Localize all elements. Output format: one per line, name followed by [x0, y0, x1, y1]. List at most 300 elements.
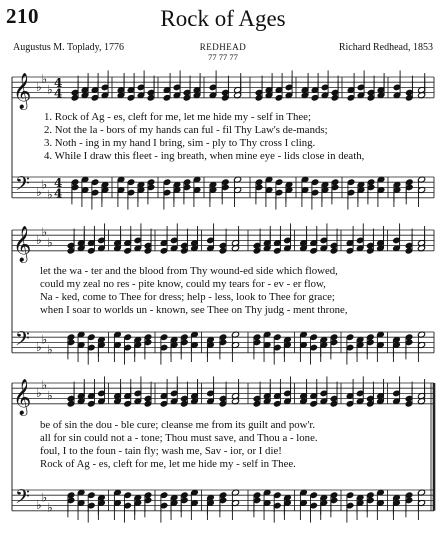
quarter-note — [170, 499, 178, 506]
quarter-note — [117, 86, 125, 93]
quarter-note — [405, 94, 413, 101]
lyric-line: 1. Rock of Ag - es, cleft for me, let me hide my - self in Thee; — [44, 111, 311, 123]
treble-clef-icon: 𝄞 — [13, 72, 32, 109]
quarter-note — [356, 390, 364, 397]
quarter-note — [180, 339, 188, 346]
quarter-note — [320, 390, 328, 397]
quarter-note — [392, 499, 400, 506]
quarter-note — [283, 499, 291, 506]
quarter-note — [117, 92, 125, 99]
quarter-note — [127, 94, 135, 101]
quarter-note — [285, 181, 293, 188]
quarter-note — [67, 400, 75, 407]
flat-sign-icon: ♭ — [41, 332, 48, 347]
quarter-note — [144, 492, 152, 499]
quarter-note — [273, 392, 281, 399]
quarter-note — [356, 341, 364, 348]
quarter-note — [356, 499, 364, 506]
lyric-line: let the wa - ter and the blood from Thy wound-ed side which flowed, — [40, 265, 338, 277]
quarter-note — [356, 336, 364, 343]
time-signature: 4 — [54, 175, 63, 190]
quarter-note — [137, 186, 145, 193]
quarter-note — [170, 390, 178, 397]
quarter-note — [255, 89, 263, 96]
quarter-note — [393, 181, 401, 188]
quarter-note — [124, 502, 132, 509]
half-note — [231, 239, 239, 246]
quarter-note — [347, 179, 355, 186]
quarter-note — [299, 239, 307, 246]
quarter-note — [253, 497, 261, 504]
quarter-note — [137, 92, 145, 99]
quarter-note — [206, 499, 214, 506]
quarter-note — [366, 497, 374, 504]
quarter-note — [117, 186, 125, 193]
quarter-note — [190, 239, 198, 246]
quarter-note — [311, 94, 319, 101]
quarter-note — [330, 339, 338, 346]
quarter-note — [160, 344, 168, 351]
quarter-note — [320, 245, 328, 252]
quarter-note — [124, 392, 132, 399]
quarter-note — [124, 344, 132, 351]
quarter-note — [310, 392, 318, 399]
quarter-note — [97, 237, 105, 244]
quarter-note — [147, 184, 155, 191]
quarter-note — [147, 94, 155, 101]
quarter-note — [173, 181, 181, 188]
lyric-line: when I soar to worlds un - known, see Thee on Thy judg - ment throne, — [40, 304, 348, 316]
quarter-note — [160, 334, 168, 341]
quarter-note — [163, 86, 171, 93]
quarter-note — [173, 92, 181, 99]
quarter-note — [206, 245, 214, 252]
quarter-note — [221, 179, 229, 186]
flat-sign-icon: ♭ — [41, 72, 48, 87]
quarter-note — [299, 499, 307, 506]
quarter-note — [170, 341, 178, 348]
quarter-note — [263, 499, 271, 506]
quarter-note — [376, 398, 384, 405]
tune-name: REDHEAD — [199, 42, 247, 52]
quarter-note — [299, 392, 307, 399]
quarter-note — [160, 400, 168, 407]
quarter-note — [405, 400, 413, 407]
quarter-note — [320, 341, 328, 348]
quarter-note — [144, 247, 152, 254]
quarter-note — [275, 179, 283, 186]
quarter-note — [301, 186, 309, 193]
quarter-note — [190, 245, 198, 252]
quarter-note — [113, 331, 121, 338]
quarter-note — [97, 499, 105, 506]
quarter-note — [405, 89, 413, 96]
quarter-note — [183, 179, 191, 186]
quarter-note — [265, 186, 273, 193]
quarter-note — [87, 239, 95, 246]
quarter-note — [67, 242, 75, 249]
quarter-note — [321, 186, 329, 193]
half-note — [418, 176, 426, 183]
quarter-note — [285, 186, 293, 193]
lyric-line: 2. Not the la - bors of my hands can ful - fil Thy Law's de-mands; — [44, 124, 328, 136]
quarter-note — [263, 331, 271, 338]
quarter-note — [160, 247, 168, 254]
quarter-note — [331, 184, 339, 191]
quarter-note — [134, 341, 142, 348]
quarter-note — [310, 247, 318, 254]
quarter-note — [219, 339, 227, 346]
quarter-note — [392, 237, 400, 244]
quarter-note — [321, 92, 329, 99]
quarter-note — [180, 395, 188, 402]
quarter-note — [209, 92, 217, 99]
quarter-note — [310, 400, 318, 407]
quarter-note — [263, 239, 271, 246]
quarter-note — [255, 94, 263, 101]
quarter-note — [113, 239, 121, 246]
quarter-note — [219, 497, 227, 504]
quarter-note — [183, 89, 191, 96]
quarter-note — [253, 400, 261, 407]
quarter-note — [320, 499, 328, 506]
quarter-note — [273, 247, 281, 254]
quarter-note — [180, 497, 188, 504]
quarter-note — [81, 176, 89, 183]
quarter-note — [392, 390, 400, 397]
quarter-note — [190, 392, 198, 399]
quarter-note — [113, 341, 121, 348]
quarter-note — [376, 245, 384, 252]
quarter-note — [311, 86, 319, 93]
quarter-note — [190, 331, 198, 338]
quarter-note — [357, 84, 365, 91]
quarter-note — [97, 390, 105, 397]
half-note — [417, 331, 425, 338]
quarter-note — [405, 339, 413, 346]
quarter-note — [134, 499, 142, 506]
quarter-note — [265, 92, 273, 99]
quarter-note — [283, 341, 291, 348]
quarter-note — [180, 492, 188, 499]
bass-clef-icon: 𝄢 — [15, 328, 30, 355]
quarter-note — [376, 331, 384, 338]
quarter-note — [299, 489, 307, 496]
quarter-note — [97, 494, 105, 501]
quarter-note — [356, 237, 364, 244]
quarter-note — [253, 247, 261, 254]
quarter-note — [392, 245, 400, 252]
quarter-note — [366, 242, 374, 249]
bass-clef-icon: 𝄢 — [15, 486, 30, 513]
half-note — [417, 239, 425, 246]
quarter-note — [377, 176, 385, 183]
half-note — [417, 499, 425, 506]
quarter-note — [405, 395, 413, 402]
quarter-note — [67, 492, 75, 499]
quarter-note — [221, 184, 229, 191]
quarter-note — [330, 400, 338, 407]
quarter-note — [367, 184, 375, 191]
quarter-note — [263, 489, 271, 496]
lyric-line: Rock of Ag - es, cleft for me, let me hide my - self in Thee. — [40, 458, 296, 470]
quarter-note — [301, 176, 309, 183]
quarter-note — [124, 247, 132, 254]
quarter-note — [405, 184, 413, 191]
quarter-note — [255, 179, 263, 186]
quarter-note — [170, 494, 178, 501]
flat-sign-icon: ♭ — [47, 388, 53, 403]
quarter-note — [219, 400, 227, 407]
quarter-note — [190, 398, 198, 405]
quarter-note — [330, 492, 338, 499]
quarter-note — [127, 86, 135, 93]
quarter-note — [366, 334, 374, 341]
quarter-note — [283, 494, 291, 501]
quarter-note — [124, 400, 132, 407]
quarter-note — [356, 245, 364, 252]
quarter-note — [273, 344, 281, 351]
quarter-note — [310, 334, 318, 341]
quarter-note — [163, 94, 171, 101]
quarter-note — [356, 494, 364, 501]
quarter-note — [321, 84, 329, 91]
quarter-note — [87, 502, 95, 509]
quarter-note — [91, 179, 99, 186]
quarter-note — [392, 494, 400, 501]
flat-sign-icon: ♭ — [36, 232, 42, 247]
quarter-note — [193, 92, 201, 99]
quarter-note — [124, 334, 132, 341]
quarter-note — [87, 334, 95, 341]
quarter-note — [160, 492, 168, 499]
quarter-note — [263, 245, 271, 252]
quarter-note — [366, 247, 374, 254]
quarter-note — [134, 398, 142, 405]
quarter-note — [67, 339, 75, 346]
quarter-note — [376, 499, 384, 506]
quarter-note — [97, 398, 105, 405]
lyricist-credit: Augustus M. Toplady, 1776 — [13, 42, 124, 53]
quarter-note — [77, 499, 85, 506]
quarter-note — [377, 186, 385, 193]
flat-sign-icon: ♭ — [36, 79, 42, 94]
quarter-note — [405, 334, 413, 341]
quarter-note — [206, 336, 214, 343]
quarter-note — [97, 245, 105, 252]
bass-clef-icon: 𝄢 — [15, 173, 30, 200]
quarter-note — [77, 341, 85, 348]
quarter-note — [127, 189, 135, 196]
half-note — [417, 489, 425, 496]
quarter-note — [346, 400, 354, 407]
quarter-note — [253, 339, 261, 346]
quarter-note — [101, 181, 109, 188]
quarter-note — [124, 492, 132, 499]
half-note — [417, 245, 425, 252]
quarter-note — [77, 392, 85, 399]
quarter-note — [163, 179, 171, 186]
flat-sign-icon: ♭ — [41, 225, 48, 240]
half-note — [418, 86, 426, 93]
half-note — [417, 341, 425, 348]
composer-credit: Richard Redhead, 1853 — [338, 42, 433, 53]
quarter-note — [77, 398, 85, 405]
quarter-note — [209, 84, 217, 91]
quarter-note — [144, 242, 152, 249]
quarter-note — [405, 497, 413, 504]
lyric-line: all for sin could not a - tone; Thou must save, and Thou a - lone. — [40, 432, 318, 444]
half-note — [231, 245, 239, 252]
quarter-note — [253, 242, 261, 249]
quarter-note — [283, 245, 291, 252]
flat-sign-icon: ♭ — [47, 342, 53, 357]
quarter-note — [97, 336, 105, 343]
flat-sign-icon: ♭ — [47, 235, 53, 250]
quarter-note — [170, 398, 178, 405]
quarter-note — [170, 336, 178, 343]
quarter-note — [392, 341, 400, 348]
quarter-note — [393, 84, 401, 91]
quarter-note — [101, 92, 109, 99]
quarter-note — [376, 392, 384, 399]
quarter-note — [147, 179, 155, 186]
quarter-note — [71, 89, 79, 96]
quarter-note — [77, 331, 85, 338]
quarter-note — [346, 502, 354, 509]
half-note — [231, 499, 239, 506]
quarter-note — [127, 179, 135, 186]
quarter-note — [206, 494, 214, 501]
quarter-note — [137, 84, 145, 91]
quarter-note — [144, 339, 152, 346]
quarter-note — [331, 179, 339, 186]
quarter-note — [144, 400, 152, 407]
quarter-note — [265, 86, 273, 93]
quarter-note — [320, 494, 328, 501]
quarter-note — [134, 245, 142, 252]
quarter-note — [144, 497, 152, 504]
quarter-note — [275, 86, 283, 93]
quarter-note — [67, 247, 75, 254]
quarter-note — [310, 239, 318, 246]
quarter-note — [180, 242, 188, 249]
time-signature: 4 — [54, 186, 63, 201]
flat-sign-icon: ♭ — [41, 177, 48, 192]
quarter-note — [330, 395, 338, 402]
flat-sign-icon: ♭ — [36, 385, 42, 400]
lyric-line: could my zeal no res - pite know, could my tears for - ev - er flow, — [40, 278, 326, 290]
quarter-note — [91, 189, 99, 196]
quarter-note — [320, 398, 328, 405]
quarter-note — [147, 89, 155, 96]
quarter-note — [310, 344, 318, 351]
quarter-note — [405, 179, 413, 186]
quarter-note — [113, 245, 121, 252]
quarter-note — [193, 186, 201, 193]
quarter-note — [330, 247, 338, 254]
lyric-line: 3. Noth - ing in my hand I bring, sim - ply to Thy cross I cling. — [44, 137, 316, 149]
quarter-note — [377, 86, 385, 93]
quarter-note — [273, 400, 281, 407]
time-signature: 4 — [54, 75, 63, 90]
quarter-note — [87, 392, 95, 399]
quarter-note — [347, 86, 355, 93]
quarter-note — [311, 189, 319, 196]
quarter-note — [273, 502, 281, 509]
quarter-note — [366, 492, 374, 499]
quarter-note — [134, 237, 142, 244]
quarter-note — [330, 334, 338, 341]
quarter-note — [357, 186, 365, 193]
quarter-note — [301, 86, 309, 93]
quarter-note — [206, 398, 214, 405]
quarter-note — [193, 86, 201, 93]
quarter-note — [163, 189, 171, 196]
quarter-note — [137, 181, 145, 188]
quarter-note — [81, 92, 89, 99]
quarter-note — [190, 489, 198, 496]
quarter-note — [170, 237, 178, 244]
quarter-note — [283, 237, 291, 244]
quarter-note — [183, 94, 191, 101]
half-note — [418, 186, 426, 193]
half-note — [234, 92, 242, 99]
half-note — [417, 398, 425, 405]
quarter-note — [113, 392, 121, 399]
quarter-note — [67, 497, 75, 504]
half-note — [234, 176, 242, 183]
quarter-note — [180, 247, 188, 254]
quarter-note — [331, 94, 339, 101]
quarter-note — [253, 492, 261, 499]
quarter-note — [160, 392, 168, 399]
flat-sign-icon: ♭ — [41, 378, 48, 393]
quarter-note — [275, 94, 283, 101]
quarter-note — [346, 344, 354, 351]
quarter-note — [273, 239, 281, 246]
lyric-line: foul, I to the foun - tain fly; wash me, Sav - ior, or I die! — [40, 445, 282, 457]
quarter-note — [170, 245, 178, 252]
quarter-note — [273, 334, 281, 341]
quarter-note — [346, 492, 354, 499]
quarter-note — [87, 344, 95, 351]
quarter-note — [376, 341, 384, 348]
quarter-note — [206, 390, 214, 397]
quarter-note — [255, 184, 263, 191]
quarter-note — [113, 398, 121, 405]
half-note — [417, 392, 425, 399]
quarter-note — [356, 398, 364, 405]
quarter-note — [190, 341, 198, 348]
half-note — [231, 398, 239, 405]
quarter-note — [87, 247, 95, 254]
quarter-note — [299, 245, 307, 252]
quarter-note — [310, 492, 318, 499]
quarter-note — [376, 239, 384, 246]
quarter-note — [366, 395, 374, 402]
quarter-note — [310, 502, 318, 509]
quarter-note — [346, 392, 354, 399]
quarter-note — [285, 92, 293, 99]
half-note — [418, 92, 426, 99]
quarter-note — [283, 390, 291, 397]
quarter-note — [331, 89, 339, 96]
quarter-note — [376, 489, 384, 496]
quarter-note — [405, 247, 413, 254]
quarter-note — [81, 186, 89, 193]
quarter-note — [134, 336, 142, 343]
